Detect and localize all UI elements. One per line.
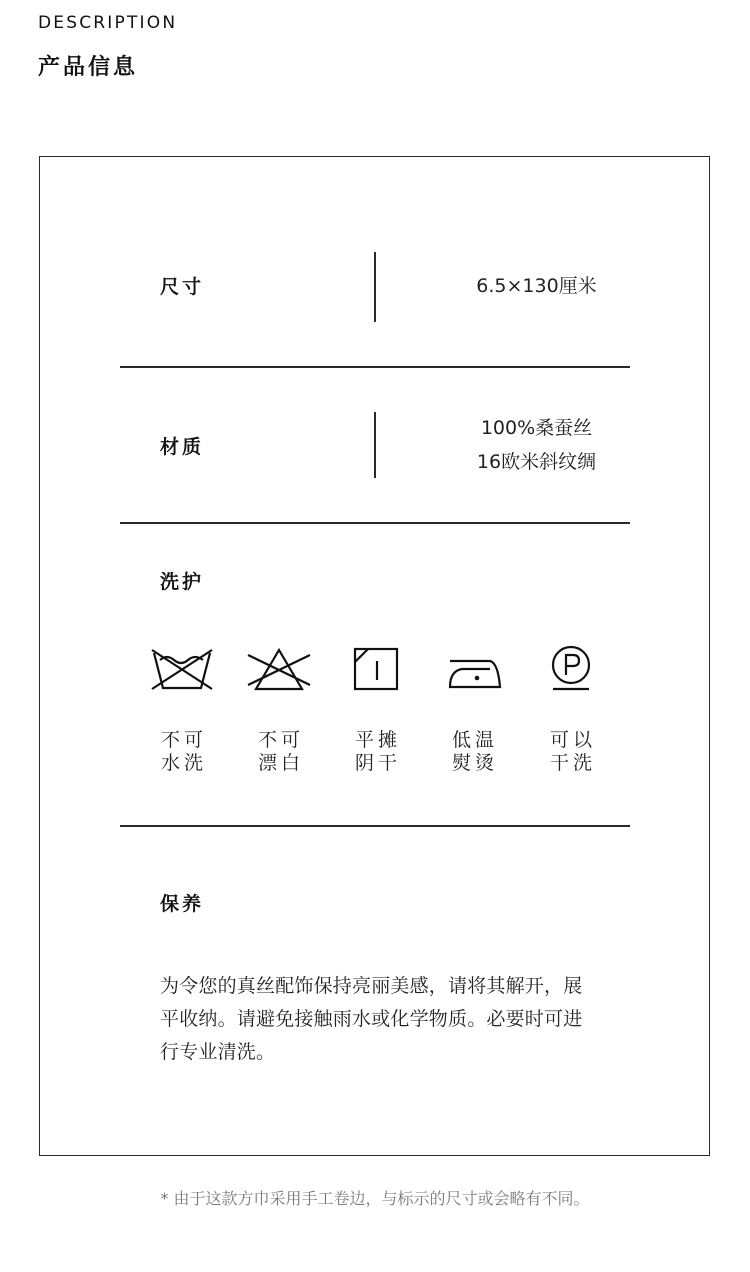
material-label: 材质: [160, 436, 205, 458]
maintenance-label: 保养: [160, 893, 205, 915]
care-item-low-iron: [438, 645, 508, 775]
divider-line: [120, 825, 630, 827]
care-text-line1: 可以: [549, 729, 596, 751]
care-item-no-bleach: [244, 645, 314, 775]
dry-clean-p-icon: [538, 645, 604, 691]
footnote: * 由于这款方巾采用手工卷边，与标示的尺寸或会略有不同。: [160, 1189, 590, 1208]
no-wash-icon: [149, 645, 215, 691]
care-item-dry-clean: [536, 645, 606, 775]
size-value: 6.5×130厘米: [476, 275, 597, 297]
material-divider: [374, 412, 376, 478]
care-text-line1: 低温: [451, 729, 498, 751]
low-iron-icon: [440, 645, 506, 691]
divider-line: [120, 522, 630, 524]
care-text-line1: 不可: [257, 729, 304, 751]
care-item-flat-dry: [341, 645, 411, 775]
care-text-line2: 熨烫: [451, 752, 498, 774]
care-item-no-wash: [147, 645, 217, 775]
divider-line: [120, 366, 630, 368]
care-text-line2: 干洗: [549, 752, 596, 774]
page-title: 产品信息: [38, 55, 139, 80]
maintenance-text: 为令您的真丝配饰保持亮丽美感，请将其解开，展平收纳。请避免接触雨水或化学物质。必要时可进行专业清洗。: [160, 975, 583, 1063]
material-value-1: 100%桑蚕丝: [480, 417, 593, 439]
care-label: 洗护: [160, 571, 205, 593]
care-text-line1: 平摊: [354, 729, 401, 751]
care-text-line2: 阴干: [354, 752, 401, 774]
care-text-line2: 水洗: [160, 752, 207, 774]
care-text-line2: 漂白: [257, 752, 304, 774]
material-value-2: 16欧米斜纹绸: [476, 451, 597, 473]
flat-dry-icon: [343, 645, 409, 691]
care-text-line1: 不可: [160, 729, 207, 751]
size-divider: [374, 252, 376, 322]
size-label: 尺寸: [160, 276, 205, 298]
eyebrow-title: DESCRIPTION: [38, 13, 178, 33]
no-bleach-icon: [246, 645, 312, 691]
